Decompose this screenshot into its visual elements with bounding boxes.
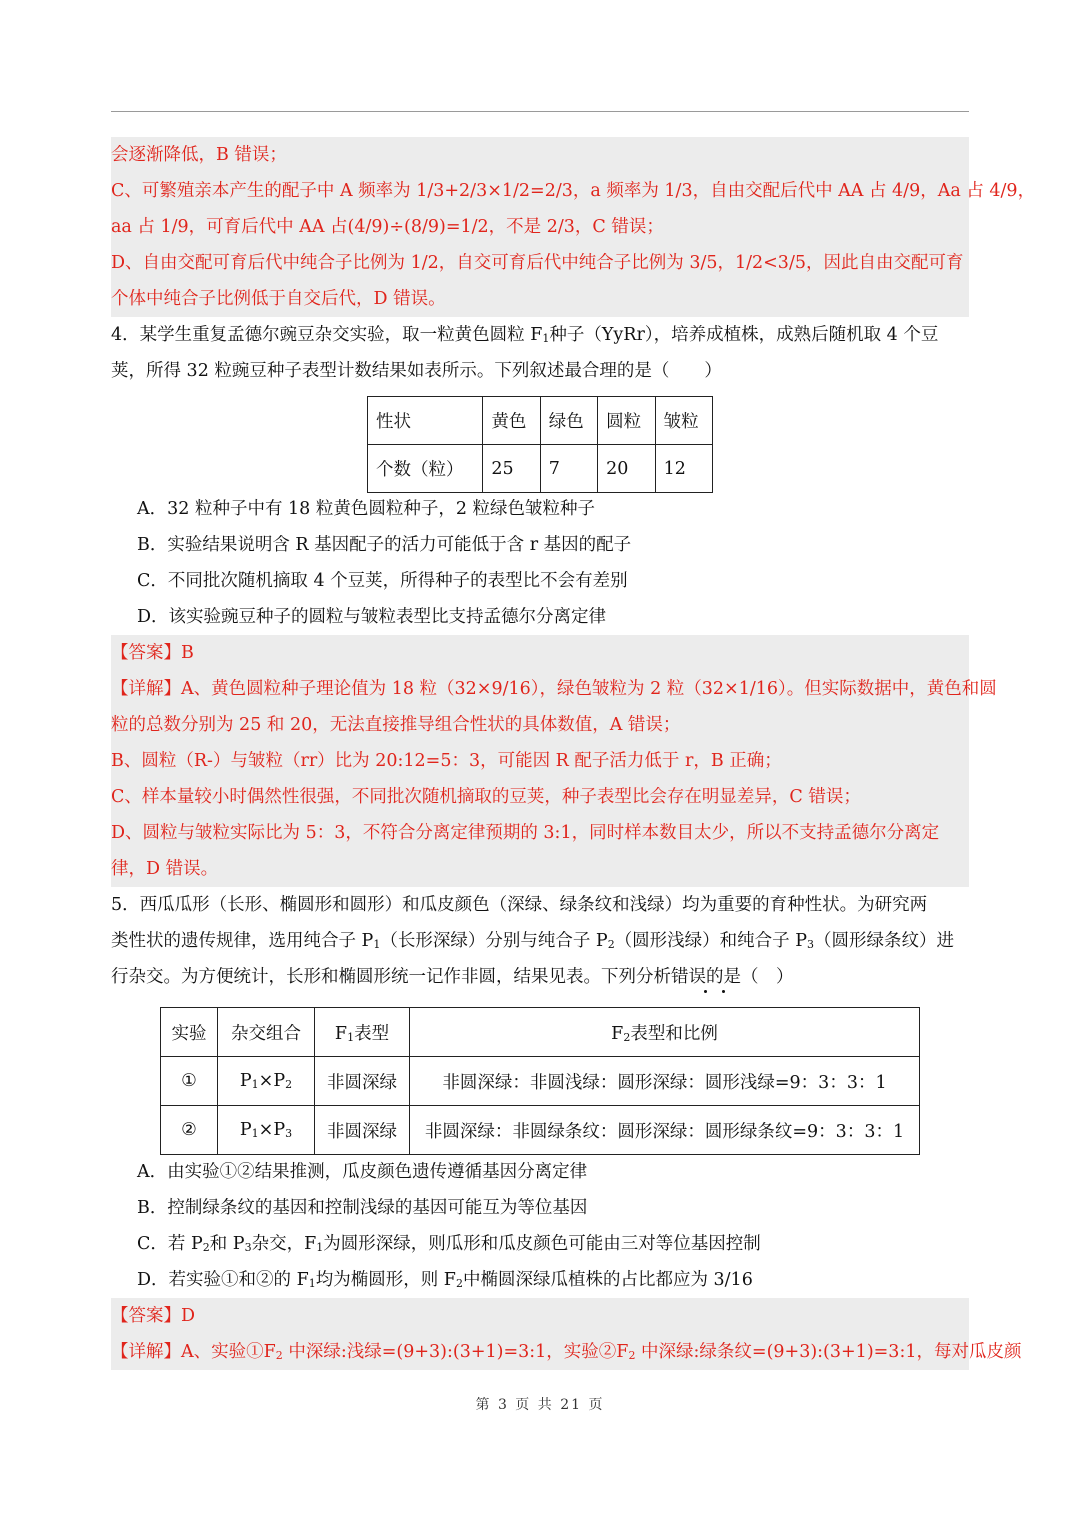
q4-detail-line-5: D、圆粒与皱粒实际比为 5：3，不符合分离定律预期的 3:1，同时样本数目太少，所以不支持孟德尔分离定: [111, 815, 969, 851]
q4-option-b: B．实验结果说明含 R 基因配子的活力可能低于含 r 基因的配子: [137, 535, 632, 555]
table-cell: 非圆深绿: [315, 1106, 410, 1155]
table-header-cell: $F_2$表型和比例: [410, 1008, 920, 1057]
table-cell: $P_1\times P_3$: [218, 1106, 315, 1155]
q4-option-a: A．32 粒种子中有 18 粒黄色圆粒种子，2 粒绿色皱粒种子: [137, 499, 596, 519]
table-cell: 个数（粒）: [368, 445, 483, 493]
q5-option-a: A．由实验①②结果推测，瓜皮颜色遗传遵循基因分离定律: [137, 1162, 588, 1182]
q4-stem-line-2: 荚，所得 32 粒豌豆种子表型计数结果如表所示。下列叙述最合理的是（ ）: [111, 361, 722, 381]
q5-stem-line-3: 行杂交。为方便统计，长形和椭圆形统一记作非圆，结果见表。下列分析错误的是（ ）: [111, 967, 794, 987]
q4-detail-line-6: 律，D 错误。: [111, 851, 969, 887]
q4-detail-line-2: 粒的总数分别为 25 和 20，无法直接推导组合性状的具体数值，A 错误；: [111, 707, 969, 743]
table-row: [161, 1008, 920, 1057]
table-cell: 20: [598, 445, 655, 493]
prev-detail-line-3: aa 占 1/9，可育后代中 AA 占(4/9)÷(8/9)=1/2，不是 2/3，C 错误；: [111, 209, 969, 245]
table-row: [161, 1106, 920, 1155]
page-footer: 第 3 页 共 21 页: [475, 1397, 605, 1413]
table-cell: 12: [655, 445, 712, 493]
q4-option-d: D．该实验豌豆种子的圆粒与皱粒表型比支持孟德尔分离定律: [137, 607, 607, 627]
table-row: [161, 1057, 920, 1106]
table-row: [368, 445, 713, 493]
table-cell: 非圆深绿：非圆绿条纹：圆形深绿：圆形绿条纹=9：3：3：1: [410, 1106, 920, 1155]
q5-option-d: D．若实验①和②的 $F_1$均为椭圆形，则 $F_2$中椭圆深绿瓜植株的占比都应为 3/16: [137, 1270, 753, 1290]
table-header-cell: 杂交组合: [218, 1008, 315, 1057]
q5-experiment-table: [160, 1007, 920, 1155]
q4-detail-line-3: B、圆粒（R-）与皱粒（rr）比为 20:12=5：3，可能因 R 配子活力低于 r，B 正确；: [111, 743, 969, 779]
table-header-cell: 性状: [368, 397, 483, 445]
table-header-cell: $F_1$表型: [315, 1008, 410, 1057]
table-header-cell: 圆粒: [598, 397, 655, 445]
table-row: [368, 397, 713, 445]
q5-option-b: B．控制绿条纹的基因和控制浅绿的基因可能互为等位基因: [137, 1198, 588, 1218]
q5-answer: 【答案】D: [111, 1298, 969, 1334]
prev-detail-line-5: 个体中纯合子比例低于自交后代，D 错误。: [111, 281, 969, 317]
table-header-cell: 实验: [161, 1008, 218, 1057]
table-cell: 非圆深绿: [315, 1057, 410, 1106]
table-cell: $P_1\times P_2$: [218, 1057, 315, 1106]
q4-detail-line-1: 【详解】A、黄色圆粒种子理论值为 18 粒（32×9/16），绿色皱粒为 2 粒（32×1/16）。但实际数据中，黄色和圆: [111, 671, 969, 707]
table-header-cell: 黄色: [483, 397, 540, 445]
table-header-cell: 绿色: [540, 397, 597, 445]
table-cell: 25: [483, 445, 540, 493]
emphasis-dot: [722, 990, 725, 993]
table-cell: ②: [161, 1106, 218, 1155]
table-cell: 7: [540, 445, 597, 493]
q5-detail-line-1: 【详解】A、实验$①F_2$ 中深绿:浅绿=(9+3):(3+1)=3:1，实验$②F_2$ 中深绿:绿条纹=(9+3):(3+1)=3:1，每对瓜皮颜: [111, 1334, 969, 1370]
q4-trait-table: [367, 396, 713, 493]
header-rule: [111, 111, 969, 112]
q5-stem-line-1: 5．西瓜瓜形（长形、椭圆形和圆形）和瓜皮颜色（深绿、绿条纹和浅绿）均为重要的育种性状。为研究两: [111, 895, 928, 915]
q4-option-c: C．不同批次随机摘取 4 个豆荚，所得种子的表型比不会有差别: [137, 571, 628, 591]
emphasis-dot: [704, 990, 707, 993]
prev-detail-line-1: 会逐渐降低，B 错误；: [111, 137, 969, 173]
q4-detail-line-4: C、样本量较小时偶然性很强，不同批次随机摘取的豆荚，种子表型比会存在明显差异，C 错误；: [111, 779, 969, 815]
prev-detail-line-4: D、自由交配可育后代中纯合子比例为 1/2，自交可育后代中纯合子比例为 3/5，1/2<3/5，因此自由交配可育: [111, 245, 969, 281]
table-cell: 非圆深绿：非圆浅绿：圆形深绿：圆形浅绿=9：3：3：1: [410, 1057, 920, 1106]
q5-option-c: C．若 $P_2$和 $P_3$杂交，$F_1$为圆形深绿，则瓜形和瓜皮颜色可能由三对等位基因控制: [137, 1234, 761, 1254]
q4-stem-line-1: 4．某学生重复孟德尔豌豆杂交实验，取一粒黄色圆粒 $F_1$种子（YyRr），培养成植株，成熟后随机取 4 个豆: [111, 325, 939, 345]
table-header-cell: 皱粒: [655, 397, 712, 445]
table-cell: ①: [161, 1057, 218, 1106]
q4-answer: 【答案】B: [111, 635, 969, 671]
q5-stem-line-2: 类性状的遗传规律，选用纯合子 $P_1$（长形深绿）分别与纯合子 $P_2$（圆形浅绿）和纯合子 $P_3$（圆形绿条纹）进: [111, 931, 955, 951]
prev-detail-line-2: C、可繁殖亲本产生的配子中 A 频率为 1/3+2/3×1/2=2/3，a 频率为 1/3，自由交配后代中 AA 占 4/9，Aa 占 4/9，: [111, 173, 969, 209]
